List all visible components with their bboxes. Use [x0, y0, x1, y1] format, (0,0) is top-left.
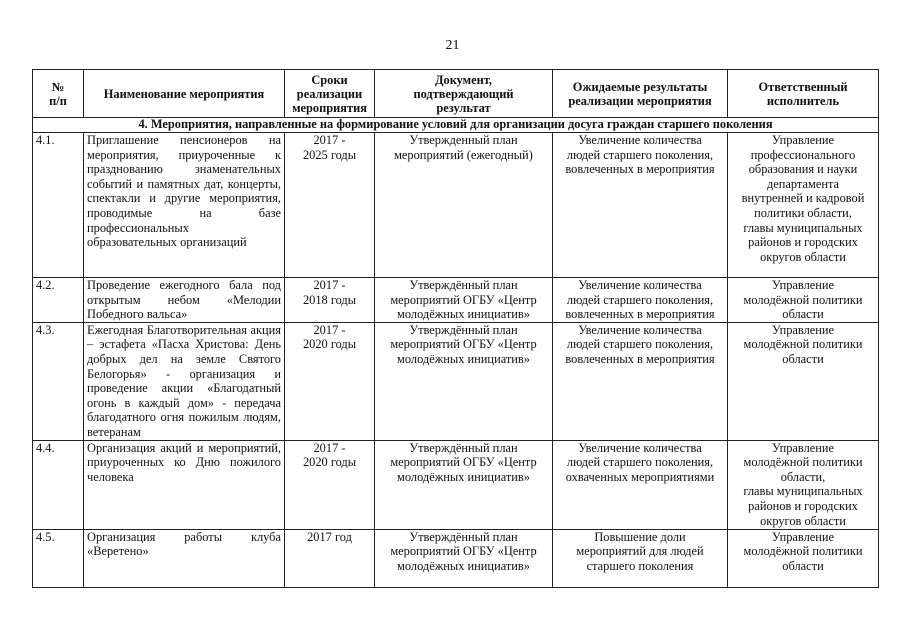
- header-term: Сроки реализации мероприятия: [285, 70, 375, 118]
- section-title: 4. Мероприятия, направленные на формирование условий для организации досуга граждан старшего поколения: [33, 118, 879, 133]
- row-term: 2017 - 2020 годы: [285, 440, 375, 529]
- row-responsible: Управление молодёжной политики области: [728, 278, 879, 323]
- table-header-row: [33, 70, 879, 118]
- header-number: № п/п: [33, 70, 84, 118]
- row-expected-result: Повышение доли мероприятий для людей старшего поколения: [553, 529, 728, 587]
- row-document: Утвержденный план мероприятий (ежегодный): [375, 133, 553, 278]
- row-responsible: Управление молодёжной политики области, главы муниципальных районов и городских округов области: [728, 440, 879, 529]
- header-expected-results: Ожидаемые результаты реализации мероприятия: [553, 70, 728, 118]
- row-expected-result: Увеличение количества людей старшего поколения, вовлеченных в мероприятия: [553, 278, 728, 323]
- row-term: 2017 - 2018 годы: [285, 278, 375, 323]
- row-responsible: Управление профессионального образования и науки департамента внутренней и кадровой политики области, главы муниципальных районов и городских округов области: [728, 133, 879, 278]
- row-term: 2017 - 2020 годы: [285, 322, 375, 440]
- row-document: Утверждённый план мероприятий ОГБУ «Центр молодёжных инициатив»: [375, 322, 553, 440]
- row-event-name: Приглашение пенсионеров на мероприятия, приуроченные к празднованию знаменательных событий и памятных дат, концерты, спектакли и другие мероприятия, проводимые на базе профессиональных образовательных организаций: [84, 133, 285, 278]
- row-event-name: Проведение ежегодного бала под открытым небом «Мелодии Победного вальса»: [84, 278, 285, 323]
- header-event-name: Наименование мероприятия: [84, 70, 285, 118]
- header-responsible: Ответственный исполнитель: [728, 70, 879, 118]
- row-document: Утверждённый план мероприятий ОГБУ «Центр молодёжных инициатив»: [375, 440, 553, 529]
- row-event-name: Ежегодная Благотворительная акция – эстафета «Пасха Христова: День добрых дел на земле Святого Белогорья» - организация и проведение акции «Благодатный огонь в каждый дом» - передача благодатного огня пожилым людям, ветеранам: [84, 322, 285, 440]
- table-row: [33, 133, 879, 278]
- row-expected-result: Увеличение количества людей старшего поколения, охваченных мероприятиями: [553, 440, 728, 529]
- row-expected-result: Увеличение количества людей старшего поколения, вовлеченных в мероприятия: [553, 322, 728, 440]
- row-number: 4.3.: [33, 322, 84, 440]
- row-number: 4.5.: [33, 529, 84, 587]
- row-number: 4.4.: [33, 440, 84, 529]
- section-row: [33, 118, 879, 133]
- row-term: 2017 - 2025 годы: [285, 133, 375, 278]
- table-row: [33, 278, 879, 323]
- row-event-name: Организация работы клуба «Веретено»: [84, 529, 285, 587]
- row-event-name: Организация акций и мероприятий, приуроченных ко Дню пожилого человека: [84, 440, 285, 529]
- header-document: Документ, подтверждающий результат: [375, 70, 553, 118]
- row-document: Утверждённый план мероприятий ОГБУ «Центр молодёжных инициатив»: [375, 529, 553, 587]
- row-number: 4.1.: [33, 133, 84, 278]
- events-table: [32, 69, 879, 588]
- row-expected-result: Увеличение количества людей старшего поколения, вовлеченных в мероприятия: [553, 133, 728, 278]
- table-row: [33, 322, 879, 440]
- row-responsible: Управление молодёжной политики области: [728, 322, 879, 440]
- row-document: Утверждённый план мероприятий ОГБУ «Центр молодёжных инициатив»: [375, 278, 553, 323]
- table-row: [33, 529, 879, 587]
- row-responsible: Управление молодёжной политики области: [728, 529, 879, 587]
- row-term: 2017 год: [285, 529, 375, 587]
- row-number: 4.2.: [33, 278, 84, 323]
- page-number: 21: [445, 38, 460, 53]
- table-row: [33, 440, 879, 529]
